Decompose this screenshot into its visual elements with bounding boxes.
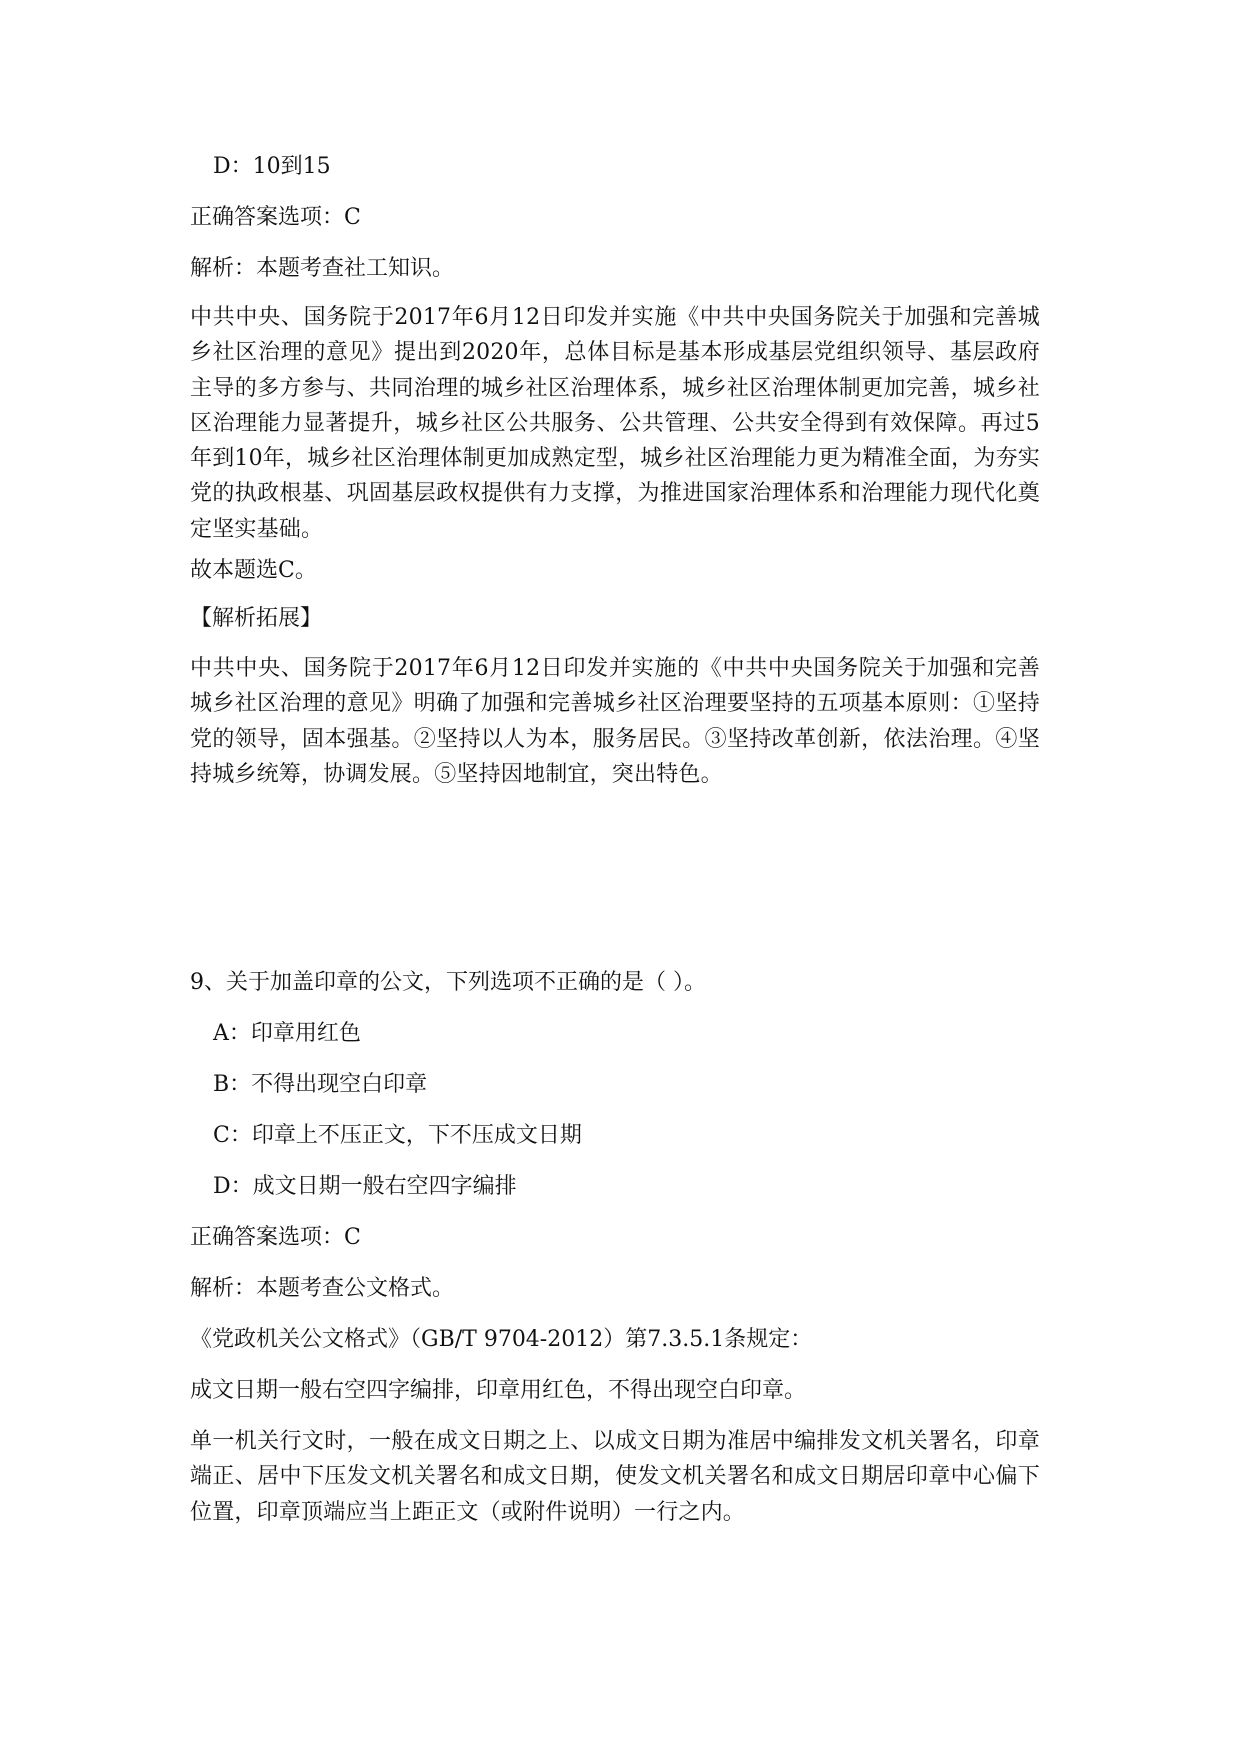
q9-analysis-intro: 解析：本题考查公文格式。	[190, 1276, 455, 1301]
q9-option-d: D：成文日期一般右空四字编排	[213, 1174, 517, 1199]
q9-question: 9、关于加盖印章的公文，下列选项不正确的是（ ）。	[190, 970, 706, 995]
q8-analysis-intro: 解析：本题考查社工知识。	[190, 256, 455, 281]
q9-option-b: B：不得出现空白印章	[213, 1072, 428, 1097]
q9-answer: 正确答案选项：C	[190, 1225, 361, 1250]
q8-answer: 正确答案选项：C	[190, 205, 361, 230]
q8-conclusion: 故本题选C。	[190, 558, 317, 583]
q9-option-a: A：印章用红色	[213, 1021, 361, 1046]
q8-extension-body: 中共中央、国务院于2017年6月12日印发并实施的《中共中央国务院关于加强和完善城乡社区治理的意见》明确了加强和完善城乡社区治理要坚持的五项基本原则：①坚持党的领导，固本强基。②坚持以人为本，服务居民。③坚持改革创新，依法治理。④坚持城乡统筹，协调发展。⑤坚持因地制宜，突出特色。	[190, 656, 1040, 787]
q8-option-d: D：10到15	[213, 154, 331, 179]
q9-citation: 《党政机关公文格式》（GB/T 9704-2012）第7.3.5.1条规定：	[190, 1327, 813, 1352]
q9-option-c: C：印章上不压正文，下不压成文日期	[213, 1123, 582, 1148]
q9-rule: 成文日期一般右空四字编排，印章用红色，不得出现空白印章。	[190, 1378, 807, 1403]
q8-extension-title: 【解析拓展】	[190, 606, 323, 631]
q8-analysis-body: 中共中央、国务院于2017年6月12日印发并实施《中共中央国务院关于加强和完善城乡社区治理的意见》提出到2020年，总体目标是基本形成基层党组织领导、基层政府主导的多方参与、共同治理的城乡社区治理体系，城乡社区治理体制更加完善，城乡社区治理能力显著提升，城乡社区公共服务、公共管理、公共安全得到有效保障。再过5年到10年，城乡社区治理体制更加成熟定型，城乡社区治理能力更为精准全面，为夯实党的执政根基、巩固基层政权提供有力支撑，为推进国家治理体系和治理能力现代化奠定坚实基础。	[190, 305, 1040, 542]
q9-detail: 单一机关行文时，一般在成文日期之上、以成文日期为准居中编排发文机关署名，印章端正、居中下压发文机关署名和成文日期，使发文机关署名和成文日期居印章中心偏下位置，印章顶端应当上距正文（或附件说明）一行之内。	[190, 1429, 1040, 1525]
